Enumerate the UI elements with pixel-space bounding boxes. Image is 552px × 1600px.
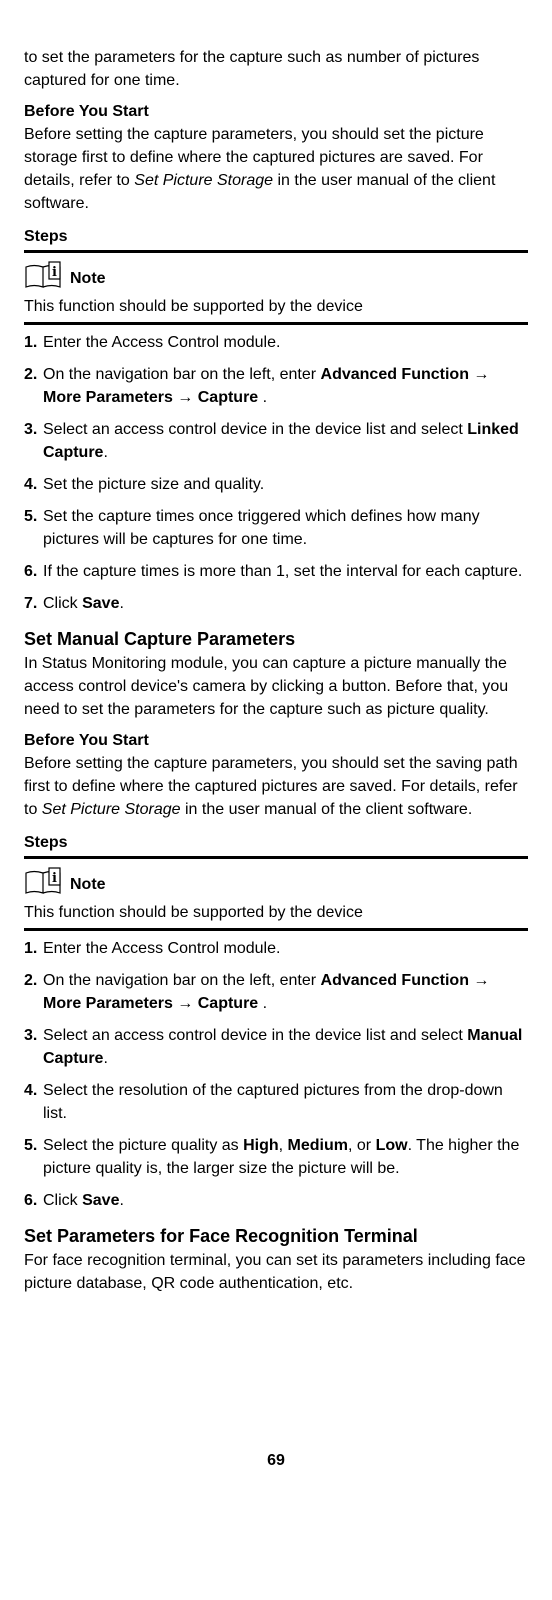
quality-option: Low: [375, 1137, 408, 1154]
steps-list: [24, 937, 528, 1212]
step-number: 5.: [24, 508, 38, 525]
reference-link-text: Set Picture Storage: [41, 801, 181, 818]
step-number: 1.: [24, 940, 38, 957]
quality-option: Medium: [287, 1137, 348, 1154]
step-text: If the capture times is more than 1, set the interval for each capture.: [43, 563, 523, 580]
step-number: 3.: [24, 1027, 38, 1044]
step-text-part: .: [258, 389, 268, 406]
note-box: [24, 863, 528, 899]
section-heading: Set Manual Capture Parameters: [24, 629, 296, 649]
step-number: 2.: [24, 366, 38, 383]
note-text: This function should be supported by the device: [24, 899, 528, 931]
step-number: 6.: [24, 1192, 38, 1209]
section-intro: In Status Monitoring module, you can capture a picture manually the access control device's camera by clicking a button. Before that, you need to set the parameters for the capture such as picture quality.: [24, 655, 509, 718]
note-label: Note: [70, 875, 106, 893]
face-recognition-section: [24, 1224, 528, 1295]
step-number: 1.: [24, 334, 38, 351]
option-name: Manual Capture: [43, 1027, 523, 1067]
before-you-start-heading: Before You Start: [24, 103, 149, 120]
before-text-part: Before setting the capture parameters, you should set the saving path first to define where the captured pictures are saved. For details, refer to: [24, 755, 518, 818]
step-number: 6.: [24, 563, 38, 580]
before-text-part: in the user manual of the client software.: [180, 801, 473, 818]
step-text-part: .: [119, 595, 124, 612]
before-you-start-heading: Before You Start: [24, 732, 149, 749]
page-content: [24, 46, 528, 1303]
step-text: [43, 592, 528, 615]
step-text-part: Select an access control device in the device list and select: [43, 421, 468, 438]
menu-path: Advanced Function → More Parameters → Capture: [43, 972, 490, 1012]
steps-label: Steps: [24, 831, 528, 859]
step-text-part: Click: [43, 595, 83, 612]
linked-capture-section: [24, 100, 528, 615]
step-item: [24, 363, 528, 409]
menu-path: Advanced Function → More Parameters → Capture: [43, 366, 490, 406]
step-text-part: Select the picture quality as: [43, 1137, 244, 1154]
step-item: [24, 331, 528, 354]
option-name: Linked Capture: [43, 421, 519, 461]
step-text: [43, 1134, 528, 1180]
svg-text:i: i: [52, 265, 57, 280]
step-item: [24, 1189, 528, 1212]
step-item: [24, 505, 528, 551]
step-text: [43, 363, 528, 409]
step-number: 7.: [24, 595, 38, 612]
note-label: Note: [70, 269, 106, 287]
before-you-start-text: [24, 752, 528, 821]
step-text-part: On the navigation bar on the left, enter: [43, 366, 321, 383]
step-text-part: . The higher the picture quality is, the larger size the picture will be.: [43, 1137, 520, 1177]
step-item: [24, 592, 528, 615]
step-number: 4.: [24, 1082, 38, 1099]
step-item: [24, 560, 528, 583]
note-box: [24, 257, 528, 293]
steps-list: [24, 331, 528, 615]
step-item: [24, 1024, 528, 1070]
step-text-part: Click: [43, 1192, 83, 1209]
step-number: 2.: [24, 972, 38, 989]
note-book-icon: [24, 867, 64, 895]
page-number: 69: [267, 1452, 285, 1469]
step-text: Select the resolution of the captured pictures from the drop-down list.: [43, 1082, 503, 1122]
intro-paragraph: to set the parameters for the capture such as number of pictures captured for one time.: [24, 49, 480, 89]
before-text-part: Before setting the capture parameters, you should set the picture storage first to define where the captured pictures are saved. For details, refer to: [24, 126, 484, 189]
step-item: [24, 1134, 528, 1180]
step-text: Set the picture size and quality.: [43, 476, 265, 493]
step-text-part: ,: [278, 1137, 288, 1154]
step-text-part: .: [103, 444, 108, 461]
step-text: [43, 1189, 528, 1212]
button-name: Save: [82, 1192, 120, 1209]
step-item: [24, 937, 528, 960]
step-text-part: On the navigation bar on the left, enter: [43, 972, 321, 989]
step-text-part: .: [258, 995, 268, 1012]
step-text: Set the capture times once triggered which defines how many pictures will be captures for one time.: [43, 508, 480, 548]
step-text: Enter the Access Control module.: [43, 940, 281, 957]
step-text-part: .: [103, 1050, 108, 1067]
step-number: 3.: [24, 421, 38, 438]
before-text-part: in the user manual of the client software.: [24, 172, 496, 212]
svg-text:i: i: [52, 871, 57, 886]
step-number: 5.: [24, 1137, 38, 1154]
section-heading: Set Parameters for Face Recognition Terminal: [24, 1226, 418, 1246]
step-item: [24, 1079, 528, 1125]
note-book-icon: [24, 261, 64, 289]
step-text: [43, 1024, 528, 1070]
step-item: [24, 473, 528, 496]
step-item: [24, 969, 528, 1015]
step-text: Enter the Access Control module.: [43, 334, 281, 351]
steps-label: Steps: [24, 225, 528, 253]
step-item: [24, 418, 528, 464]
step-text-part: Select an access control device in the device list and select: [43, 1027, 468, 1044]
step-number: 4.: [24, 476, 38, 493]
step-text: [43, 969, 528, 1015]
before-you-start-text: [24, 123, 528, 215]
button-name: Save: [82, 595, 120, 612]
note-text: This function should be supported by the device: [24, 293, 528, 325]
reference-link-text: Set Picture Storage: [134, 172, 274, 189]
step-text: [43, 418, 528, 464]
section-intro: For face recognition terminal, you can set its parameters including face picture database, QR code authentication, etc.: [24, 1252, 526, 1292]
quality-option: High: [243, 1137, 279, 1154]
step-text-part: .: [119, 1192, 124, 1209]
step-text-part: , or: [348, 1137, 376, 1154]
manual-capture-section: [24, 627, 528, 1212]
